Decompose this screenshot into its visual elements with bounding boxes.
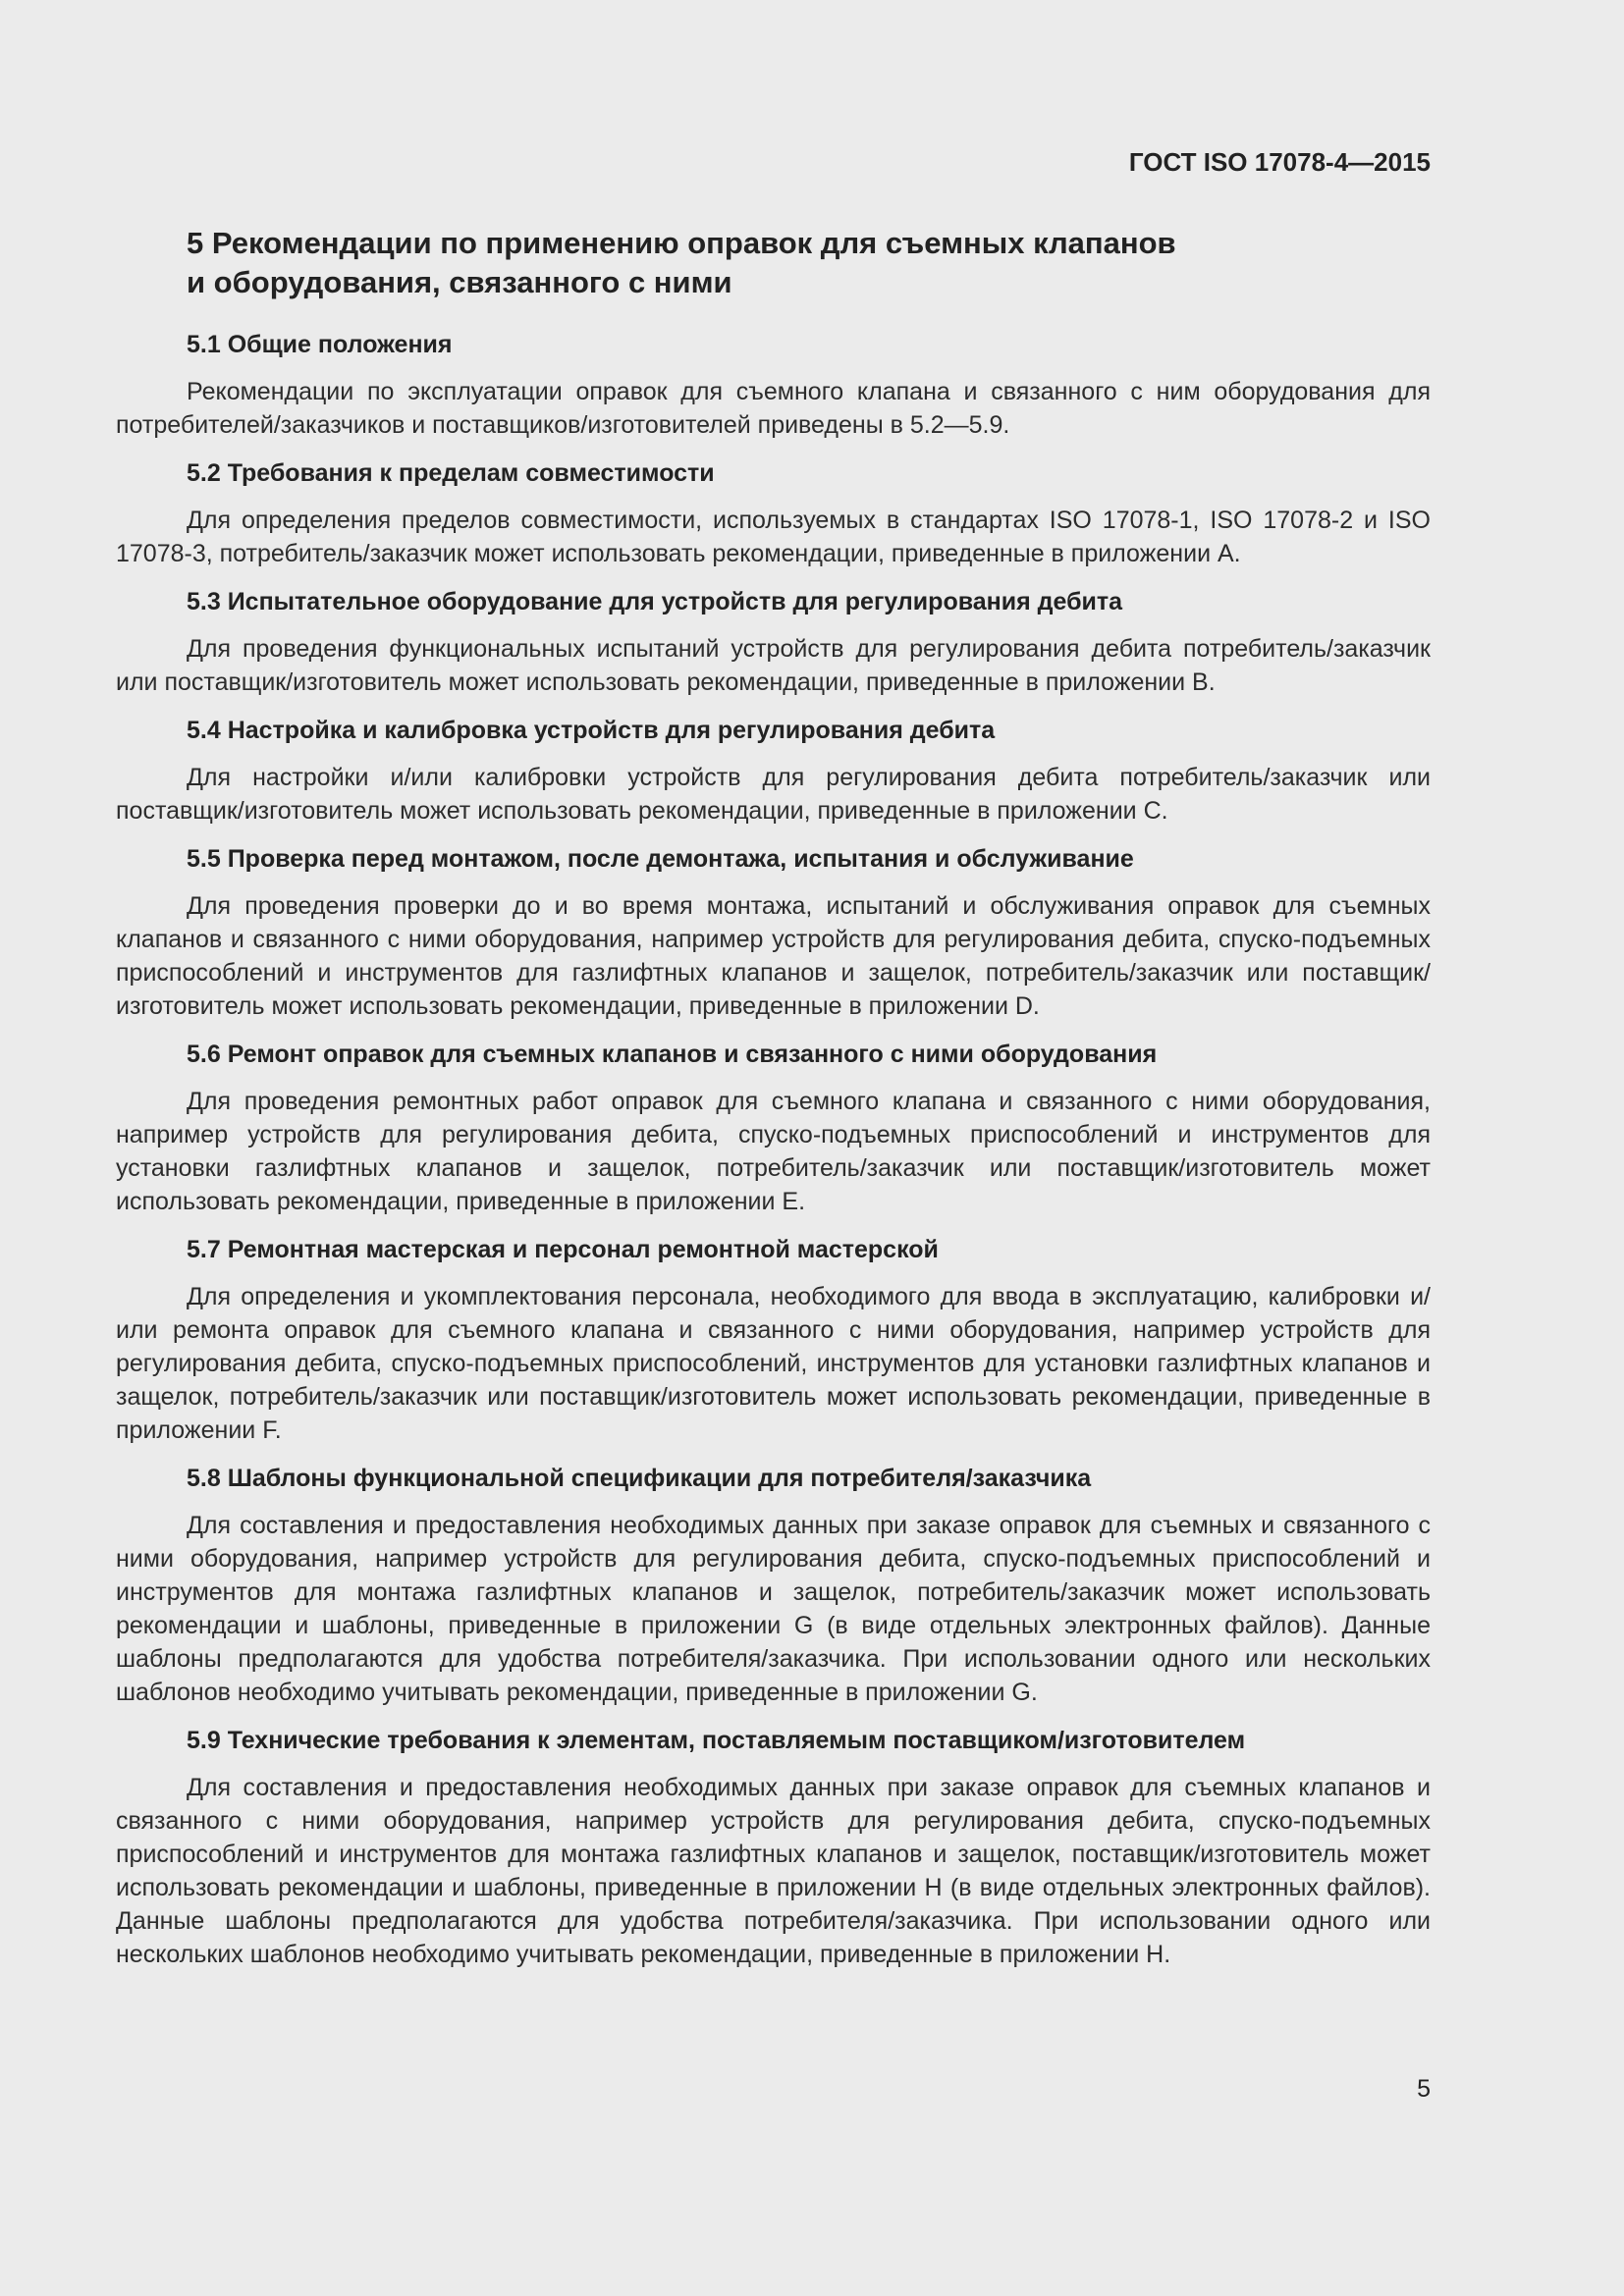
- section-title: 5.1 Общие положения: [187, 331, 453, 358]
- page-content: [116, 224, 1431, 1971]
- section-title: 5.7 Ремонтная мастерская и персонал ремонтной мастерской: [187, 1236, 939, 1263]
- section-title: 5.9 Технические требования к элементам, поставляемым поставщиком/изготовителем: [187, 1727, 1246, 1754]
- chapter-title: [187, 224, 1431, 302]
- section-title: 5.4 Настройка и калибровка устройств для регулирования дебита: [187, 717, 996, 744]
- section-5-8: [116, 1462, 1431, 1709]
- section-title: 5.2 Требования к пределам совместимости: [187, 459, 715, 487]
- section-paragraph: Для составления и предоставления необходимых данных при заказе оправок для съемных и связанного с ними оборудования, например устройств для регулирования дебита, спуско-подъемных приспособлений и инструментов для монтажа газлифтных клапанов и защелок, потребитель/заказчик может использовать рекомендации и шаблоны, приведенные в приложении G (в виде отдельных электронных файлов). Данные шаблоны предполагаются для удобства потребителя/заказчика. При использовании одного или нескольких шаблонов необходимо учитывать рекомендации, приведенные в приложении G.: [116, 1512, 1431, 1706]
- section-paragraph: Для определения и укомплектования персонала, необходимого для ввода в эксплуатацию, калибровки и/или ремонта оправок для съемного клапана и связанного с ними оборудования, например устройств для регулирования дебита, спуско-подъемных приспособлений, инструментов для установки газлифтных клапанов и защелок, потребитель/заказчик или поставщик/изготовитель может использовать рекомендации, приведенные в приложении F.: [116, 1283, 1431, 1444]
- section-title: 5.3 Испытательное оборудование для устройств для регулирования дебита: [187, 588, 1123, 615]
- chapter-title-line-2: и оборудования, связанного с ними: [187, 265, 732, 299]
- chapter-title-line-1: 5 Рекомендации по применению оправок для съемных клапанов: [187, 226, 1176, 260]
- section-5-1: [116, 328, 1431, 442]
- section-5-6: [116, 1038, 1431, 1218]
- section-paragraph: Для определения пределов совместимости, используемых в стандартах ISO 17078-1, ISO 17078-2 и ISO 17078-3, потребитель/заказчик может использовать рекомендации, приведенные в приложении А.: [116, 507, 1431, 567]
- page-number: 5: [1417, 2075, 1431, 2103]
- section-5-3: [116, 585, 1431, 699]
- document-code-header: ГОСТ ISO 17078-4—2015: [1128, 147, 1431, 177]
- section-5-4: [116, 714, 1431, 828]
- section-title: 5.5 Проверка перед монтажом, после демонтажа, испытания и обслуживание: [187, 845, 1134, 873]
- section-paragraph: Для настройки и/или калибровки устройств для регулирования дебита потребитель/заказчик или поставщик/изготовитель может использовать рекомендации, приведенные в приложении С.: [116, 764, 1431, 825]
- section-5-2: [116, 456, 1431, 570]
- section-title: 5.8 Шаблоны функциональной спецификации для потребителя/заказчика: [187, 1465, 1092, 1492]
- section-paragraph: Для составления и предоставления необходимых данных при заказе оправок для съемных клапанов и связанного с ними оборудования, например устройств для регулирования дебита, спуско-подъемных приспособлений и инструментов для монтажа газлифтных клапанов и защелок, поставщик/изготовитель может использовать рекомендации и шаблоны, приведенные в приложении Н (в виде отдельных электронных файлов). Данные шаблоны предполагаются для удобства потребителя/заказчика. При использовании одного или нескольких шаблонов необходимо учитывать рекомендации, приведенные в приложении Н.: [116, 1774, 1431, 1968]
- section-paragraph: Для проведения функциональных испытаний устройств для регулирования дебита потребитель/заказчик или поставщик/изготовитель может использовать рекомендации, приведенные в приложении В.: [116, 635, 1431, 696]
- section-paragraph: Для проведения ремонтных работ оправок для съемного клапана и связанного с ними оборудования, например устройств для регулирования дебита, спуско-подъемных приспособлений и инструментов для установки газлифтных клапанов и защелок, потребитель/заказчик или поставщик/изготовитель может использовать рекомендации, приведенные в приложении Е.: [116, 1088, 1431, 1215]
- section-5-9: [116, 1724, 1431, 1971]
- section-paragraph: Рекомендации по эксплуатации оправок для съемного клапана и связанного с ним оборудования для потребителей/заказчиков и поставщиков/изготовителей приведены в 5.2—5.9.: [116, 378, 1431, 439]
- section-5-7: [116, 1233, 1431, 1447]
- section-5-5: [116, 842, 1431, 1023]
- section-paragraph: Для проведения проверки до и во время монтажа, испытаний и обслуживания оправок для съемных клапанов и связанного с ними оборудования, например устройств для регулирования дебита, спуско-подъемных приспособлений и инструментов для газлифтных клапанов и защелок, потребитель/заказчик или поставщик/изготовитель может использовать рекомендации, приведенные в приложении D.: [116, 892, 1431, 1020]
- section-title: 5.6 Ремонт оправок для съемных клапанов и связанного с ними оборудования: [187, 1041, 1158, 1068]
